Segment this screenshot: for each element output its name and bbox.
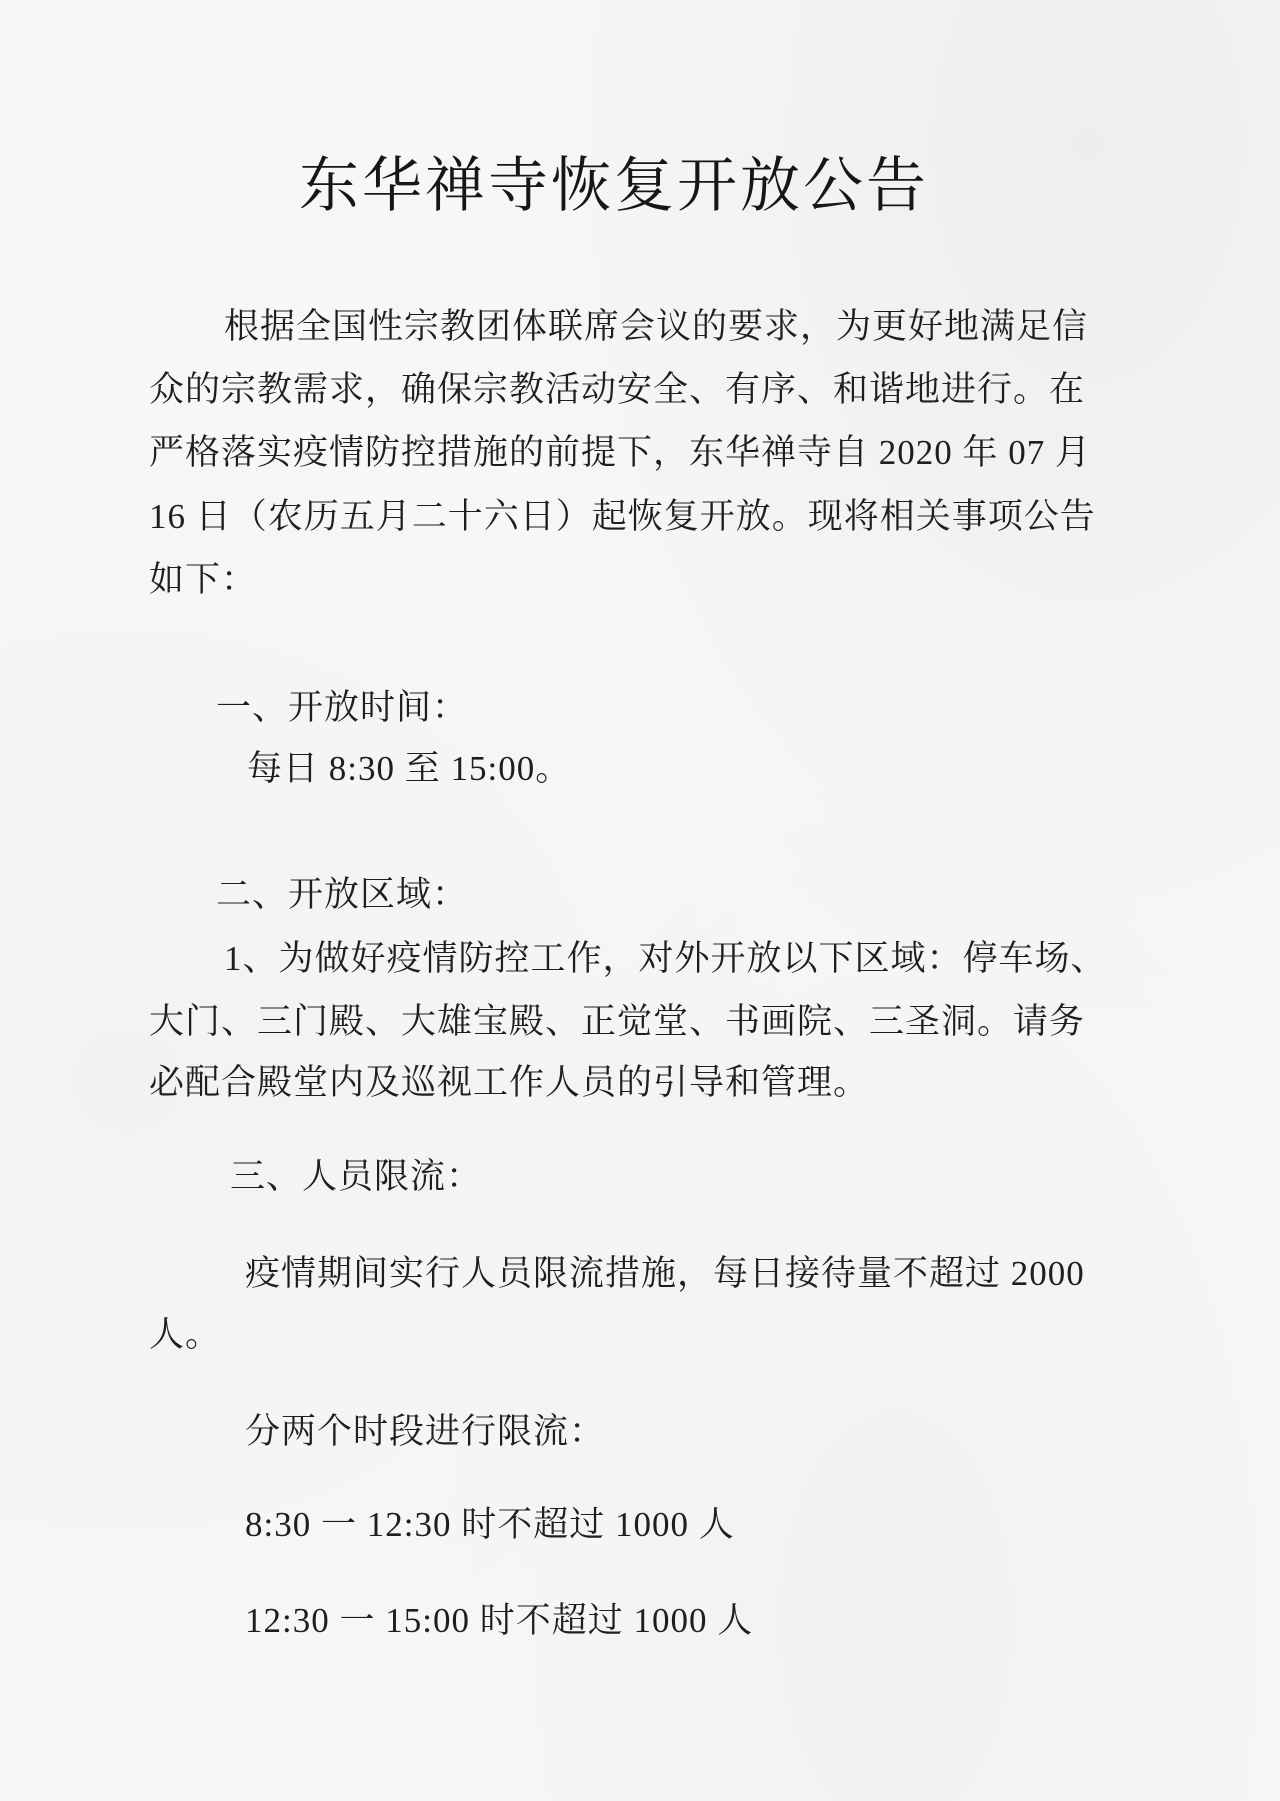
section-body-line: 1、为做好疫情防控工作，对外开放以下区域：停车场、 — [224, 939, 1107, 978]
section-heading: 二、开放区域： — [216, 875, 469, 914]
section-body-line: 分两个时段进行限流： — [245, 1412, 606, 1451]
section-body-line: 疫情期间实行人员限流措施，每日接待量不超过 2000 — [245, 1254, 1085, 1293]
time-slot-line: 12:30 一 15:00 时不超过 1000 人 — [245, 1601, 754, 1640]
intro-line: 如下： — [149, 560, 258, 599]
intro-line: 根据全国性宗教团体联席会议的要求，为更好地满足信 — [224, 307, 1089, 346]
section-body-line: 必配合殿堂内及巡视工作人员的引导和管理。 — [149, 1063, 870, 1102]
time-slot-line: 8:30 一 12:30 时不超过 1000 人 — [245, 1505, 735, 1544]
intro-line: 众的宗教需求，确保宗教活动安全、有序、和谐地进行。在 — [149, 370, 1086, 409]
intro-line: 严格落实疫情防控措施的前提下，东华禅寺自 2020 年 07 月 — [149, 433, 1092, 472]
intro-line: 16 日（农历五月二十六日）起恢复开放。现将相关事项公告 — [149, 497, 1096, 536]
section-body-line: 大门、三门殿、大雄宝殿、正觉堂、书画院、三圣洞。请务 — [149, 1002, 1086, 1041]
section-heading: 一、开放时间： — [216, 688, 469, 727]
section-body-line: 人。 — [149, 1315, 222, 1354]
document-title: 东华禅寺恢复开放公告 — [299, 153, 929, 219]
section-heading: 三、人员限流： — [230, 1157, 483, 1196]
section-body-line: 每日 8:30 至 15:00。 — [247, 749, 572, 788]
